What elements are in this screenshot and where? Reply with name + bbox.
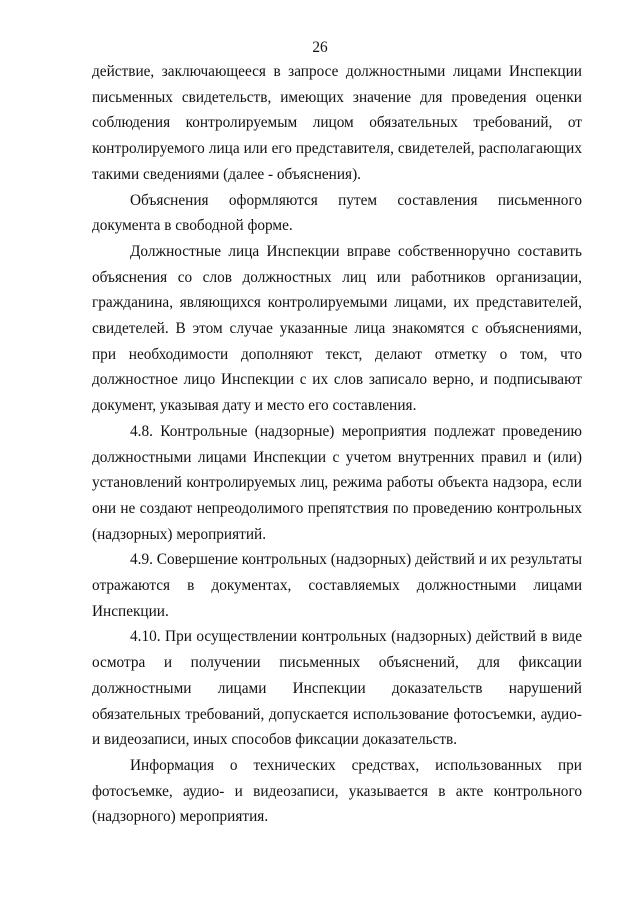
paragraph-officials-write-explanations: Должностные лица Инспекции вправе собственноручно составить объяснения со слов должностных лиц или работников организации, гражданина, являющихся контролируемыми лицами, их представителей, свидетелей. В этом случае указанные лица знакомятся с объяснениями, при необходимости дополняют текст, делают отметку о том, что должностное лицо Инспекции с их слов записало верно, и подписывают документ, указывая дату и место его составления. (92, 242, 582, 415)
paragraph-4-10: 4.10. При осуществлении контрольных (надзорных) действий в виде осмотра и получении письменных объяснений, для фиксации должностными лицами Инспекции доказательств нарушений обязательных требований, допускается использование фотосъемки, аудио- и видеозаписи, иных способов фиксации доказательств. (92, 628, 582, 749)
paragraph-4-9: 4.9. Совершение контрольных (надзорных) действий и их результаты отражаются в документах, составляемых должностными лицами Инспекции. (92, 551, 582, 620)
paragraph-4-8: 4.8. Контрольные (надзорные) мероприятия подлежат проведению должностными лицами Инспекции с учетом внутренних правил и (или) установлений контролируемых лиц, режима работы объекта надзора, если они не создают непреодолимого препятствия по проведению контрольных (надзорных) мероприятий. (92, 422, 582, 543)
page-number: 26 (312, 39, 328, 56)
paragraph-explanations-form: Объяснения оформляются путем составления письменного документа в свободной форме. (92, 191, 582, 235)
document-body (92, 59, 582, 830)
paragraph-technical-means-info: Информация о технических средствах, использованных при фотосъемке, аудио- и видеозаписи, указывается в акте контрольного (надзорного) мероприятия. (92, 756, 582, 826)
paragraph-continuation: действие, заключающееся в запросе должностными лицами Инспекции письменных свидетельств, имеющих значение для проведения оценки соблюдения контролируемым лицом обязательных требований, от контролируемого лица или его представителя, свидетелей, располагающих такими сведениями (далее - объяснения). (92, 63, 582, 183)
